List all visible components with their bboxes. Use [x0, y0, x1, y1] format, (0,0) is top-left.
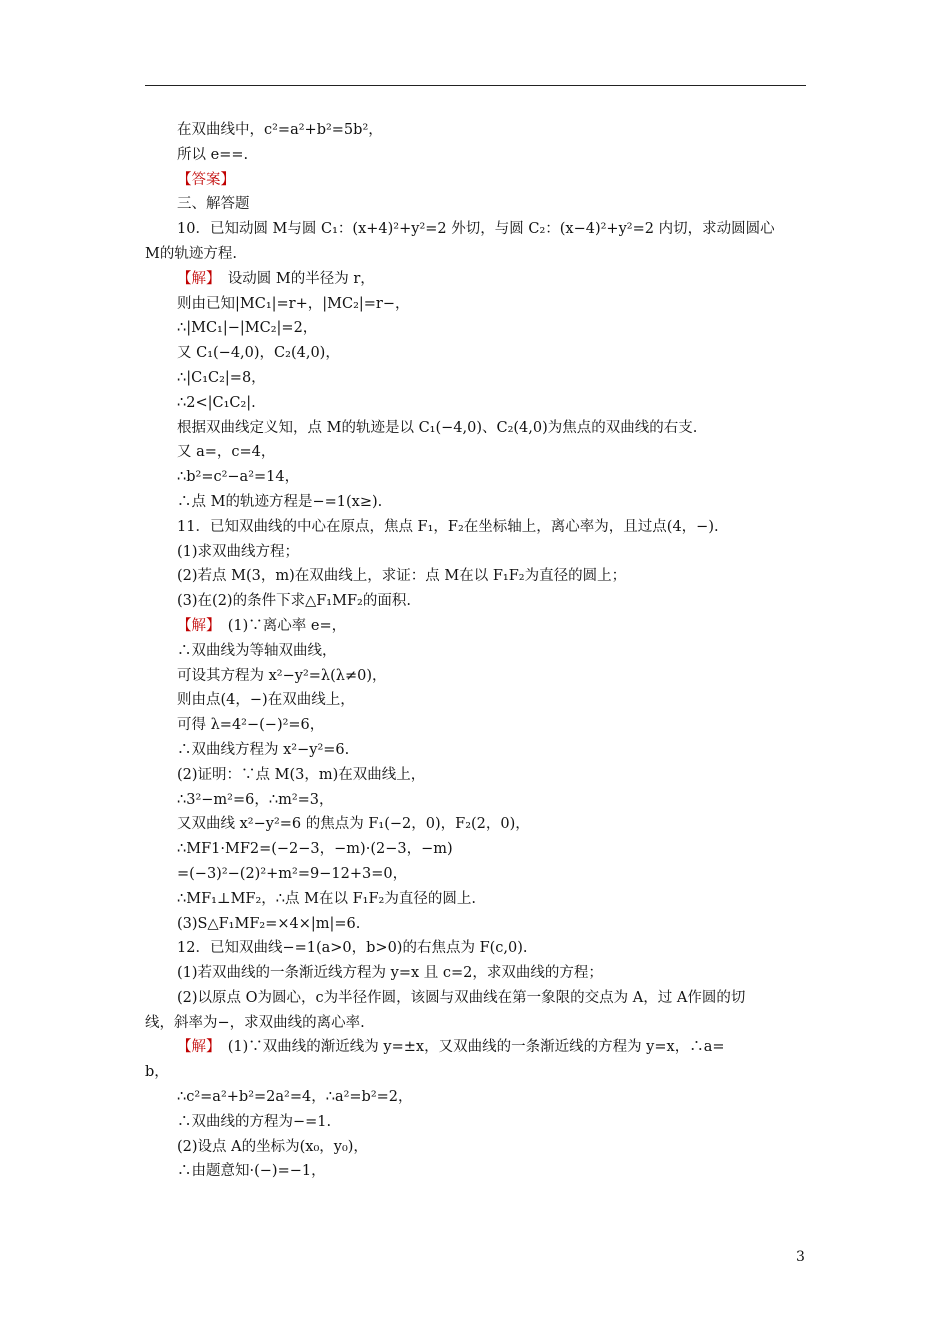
text-line: 所以 e==. [177, 146, 249, 163]
solution-label: 【解】 [177, 270, 214, 287]
header-rule [145, 85, 806, 86]
text-line: (1)若双曲线的一条渐近线方程为 y=x 且 c=2，求双曲线的方程； [177, 965, 603, 982]
text-line: =(−3)²−(2)²+m²=9−12+3=0， [177, 865, 408, 882]
text-line: ∴|C₁C₂|=8， [177, 369, 266, 386]
text-line: 则由已知|MC₁|=r+，|MC₂|=r−， [177, 295, 410, 312]
text-line: ∴双曲线为等轴双曲线， [177, 642, 337, 659]
text-line: (1)求双曲线方程； [177, 543, 300, 560]
text-line: 又双曲线 x²−y²=6 的焦点为 F₁(−2，0)，F₂(2，0)， [177, 816, 530, 833]
text-line: 又 a=，c=4， [177, 444, 276, 461]
solution-line: 【解】 (1)∵双曲线的渐近线为 y=±x，又双曲线的一条渐近线的方程为 y=x，∴a= [177, 1039, 725, 1056]
text-line: 线，斜率为−，求双曲线的离心率. [145, 1014, 365, 1031]
text-line: ∴双曲线方程为 x²−y²=6. [177, 741, 350, 758]
text-line: ∴3²−m²=6，∴m²=3， [177, 791, 334, 808]
section-heading: 三、解答题 [177, 196, 250, 213]
text-line: 可得 λ=4²−(−)²=6， [177, 717, 325, 734]
solution-line: 【解】 设动圆 M的半径为 r， [177, 270, 375, 287]
text-line: ∴MF₁⊥MF₂，∴点 M在以 F₁F₂为直径的圆上. [177, 890, 476, 907]
problem-11-statement: 11．已知双曲线的中心在原点，焦点 F₁，F₂在坐标轴上，离心率为，且过点(4，−). [177, 518, 719, 535]
text-line: ∴MF1·MF2=(−2−3，−m)·(2−3，−m) [177, 841, 453, 858]
text-line: (2)证明：∵点 M(3，m)在双曲线上， [177, 766, 426, 783]
text-line: 可设其方程为 x²−y²=λ(λ≠0)， [177, 667, 387, 684]
solution-label: 【解】 [177, 617, 214, 634]
text-line: (2)以原点 O为圆心，c为半径作圆，该圆与双曲线在第一象限的交点为 A，过 A作圆的切 [177, 989, 746, 1006]
text-line: 则由点(4，−)在双曲线上， [177, 692, 355, 709]
text-line: ∴c²=a²+b²=2a²=4，∴a²=b²=2， [177, 1089, 413, 1106]
text-line: (2)若点 M(3，m)在双曲线上，求证：点 M在以 F₁F₂为直径的圆上； [177, 568, 627, 585]
page-number: 3 [796, 1249, 805, 1265]
text-line: (3)S△F₁MF₂=×4×|m|=6. [177, 915, 361, 932]
text-line: 在双曲线中，c²=a²+b²=5b²， [177, 122, 383, 138]
text-line: b， [145, 1064, 169, 1081]
text-line: 根据双曲线定义知，点 M的轨迹是以 C₁(−4,0)、C₂(4,0)为焦点的双曲线的右支. [177, 419, 698, 436]
text-line: 又 C₁(−4,0)，C₂(4,0)， [177, 345, 340, 362]
problem-12-statement: 12．已知双曲线−=1(a>0，b>0)的右焦点为 F(c,0). [177, 940, 528, 957]
answer-label: 【答案】 [177, 171, 235, 188]
solution-label: 【解】 [177, 1039, 214, 1056]
text-line: ∴点 M的轨迹方程是−=1(x≥). [177, 493, 383, 510]
solution-line: 【解】 (1)∵离心率 e=， [177, 617, 347, 634]
text-line: ∴双曲线的方程为−=1. [177, 1113, 332, 1130]
text-line: (3)在(2)的条件下求△F₁MF₂的面积. [177, 593, 411, 610]
text-line: (2)设点 A的坐标为(x₀，y₀)， [177, 1138, 368, 1155]
text-line: ∴b²=c²−a²=14， [177, 469, 300, 486]
text-line: ∴2<|C₁C₂|. [177, 394, 256, 411]
text-line: ∴|MC₁|−|MC₂|=2， [177, 320, 318, 337]
problem-10-statement-cont: M的轨迹方程. [145, 245, 237, 262]
text-line: ∴由题意知·(−)=−1， [177, 1163, 326, 1180]
page-body [145, 118, 806, 1184]
problem-10-statement: 10．已知动圆 M与圆 C₁：(x+4)²+y²=2 外切，与圆 C₂：(x−4)²+y²=2 内切，求动圆圆心 [177, 221, 775, 238]
